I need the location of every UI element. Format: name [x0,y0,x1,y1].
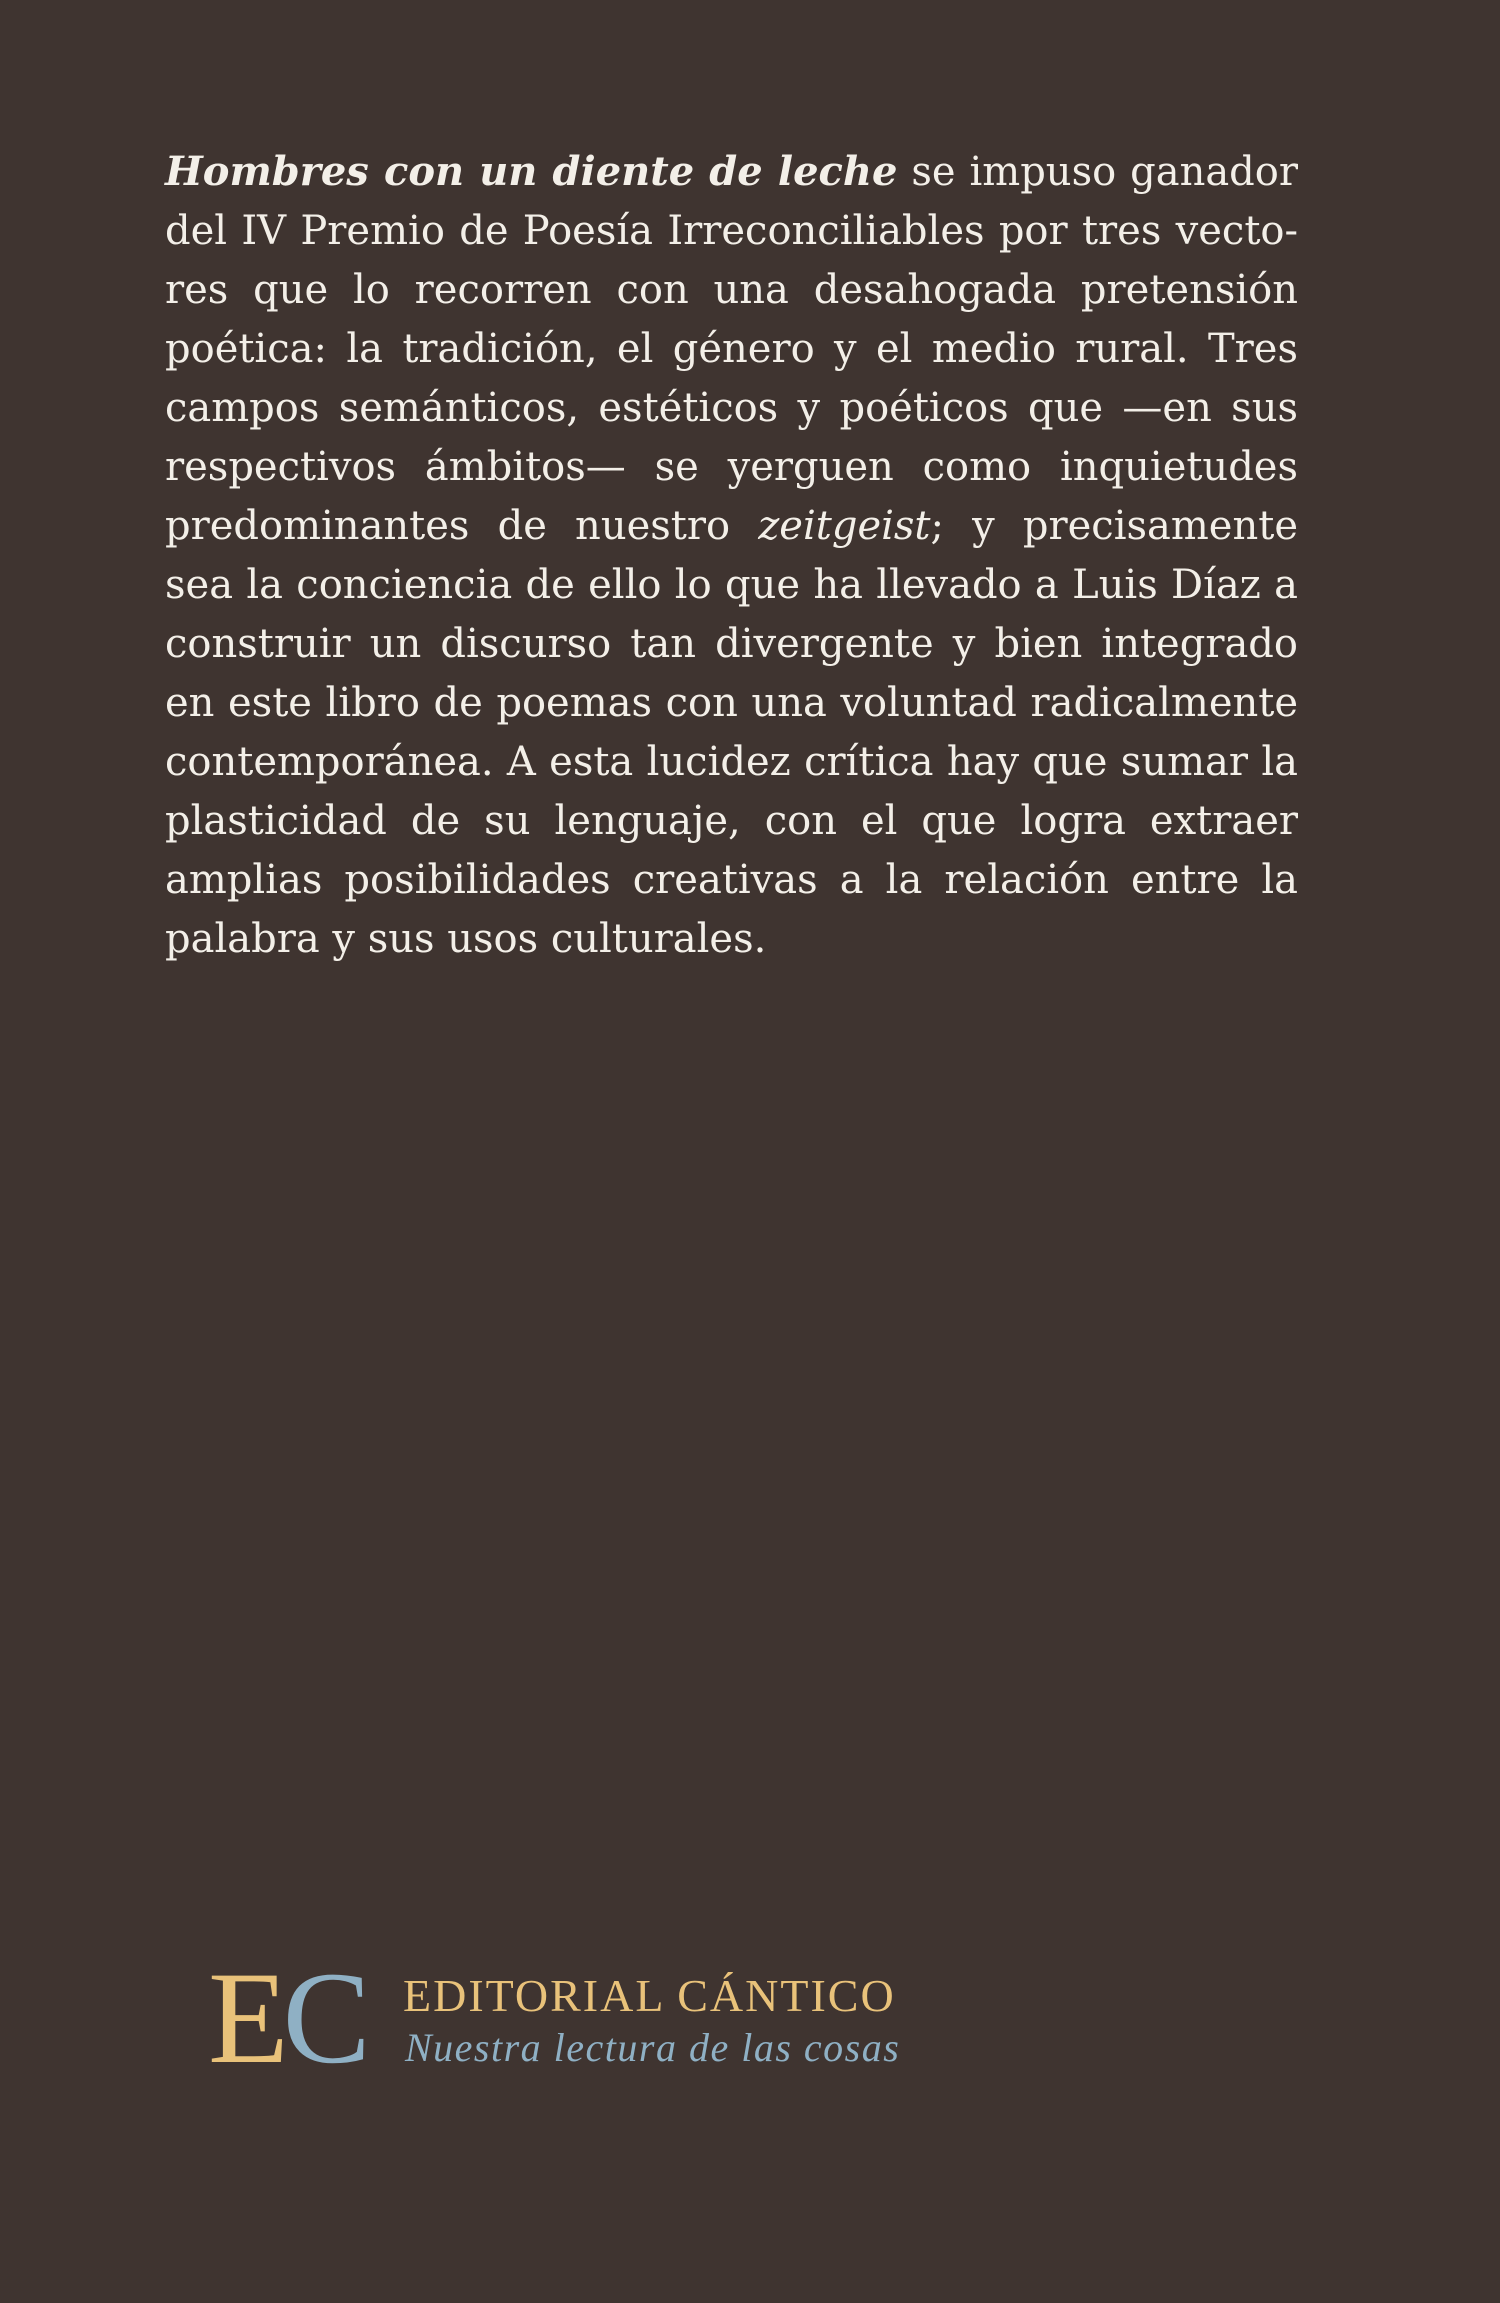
blurb-text-part-1: se impuso ganador del IV Premio de Poesía Irreconciliables por tres vectores que lo recorren con una desahogada pretensión poética: la tradición, el género y el medio rural. Tres campos semánticos, estéticos y poéticos que —en sus respectivos ámbitos— se yerguen como inquietudes predominantes de nuestro [165,149,1298,549]
book-title: Hombres con un diente de leche [165,148,898,195]
monogram-e: E [208,1944,283,2091]
monogram-c: C [282,1944,365,2091]
publisher-monogram [208,1944,365,2091]
blurb-paragraph [165,142,1298,969]
blurb-text-part-2: ; y precisamente sea la conciencia de ello lo que ha llevado a Luis Díaz a construir un discurso tan divergente y bien integrado en este libro de poemas con una voluntad radicalmente contemporánea. A esta lucidez crítica hay que sumar la plasticidad de su lenguaje, con el que logra extraer amplias posibilidades creativas a la relación entre la palabra y sus usos culturales. [165,503,1298,962]
zeitgeist-word: zeitgeist [758,503,931,549]
publisher-tagline: Nuestra lectura de las cosas [405,2025,901,2070]
publisher-name: EDITORIAL CÁNTICO [403,1970,896,2021]
publisher-logo [208,1944,928,2091]
